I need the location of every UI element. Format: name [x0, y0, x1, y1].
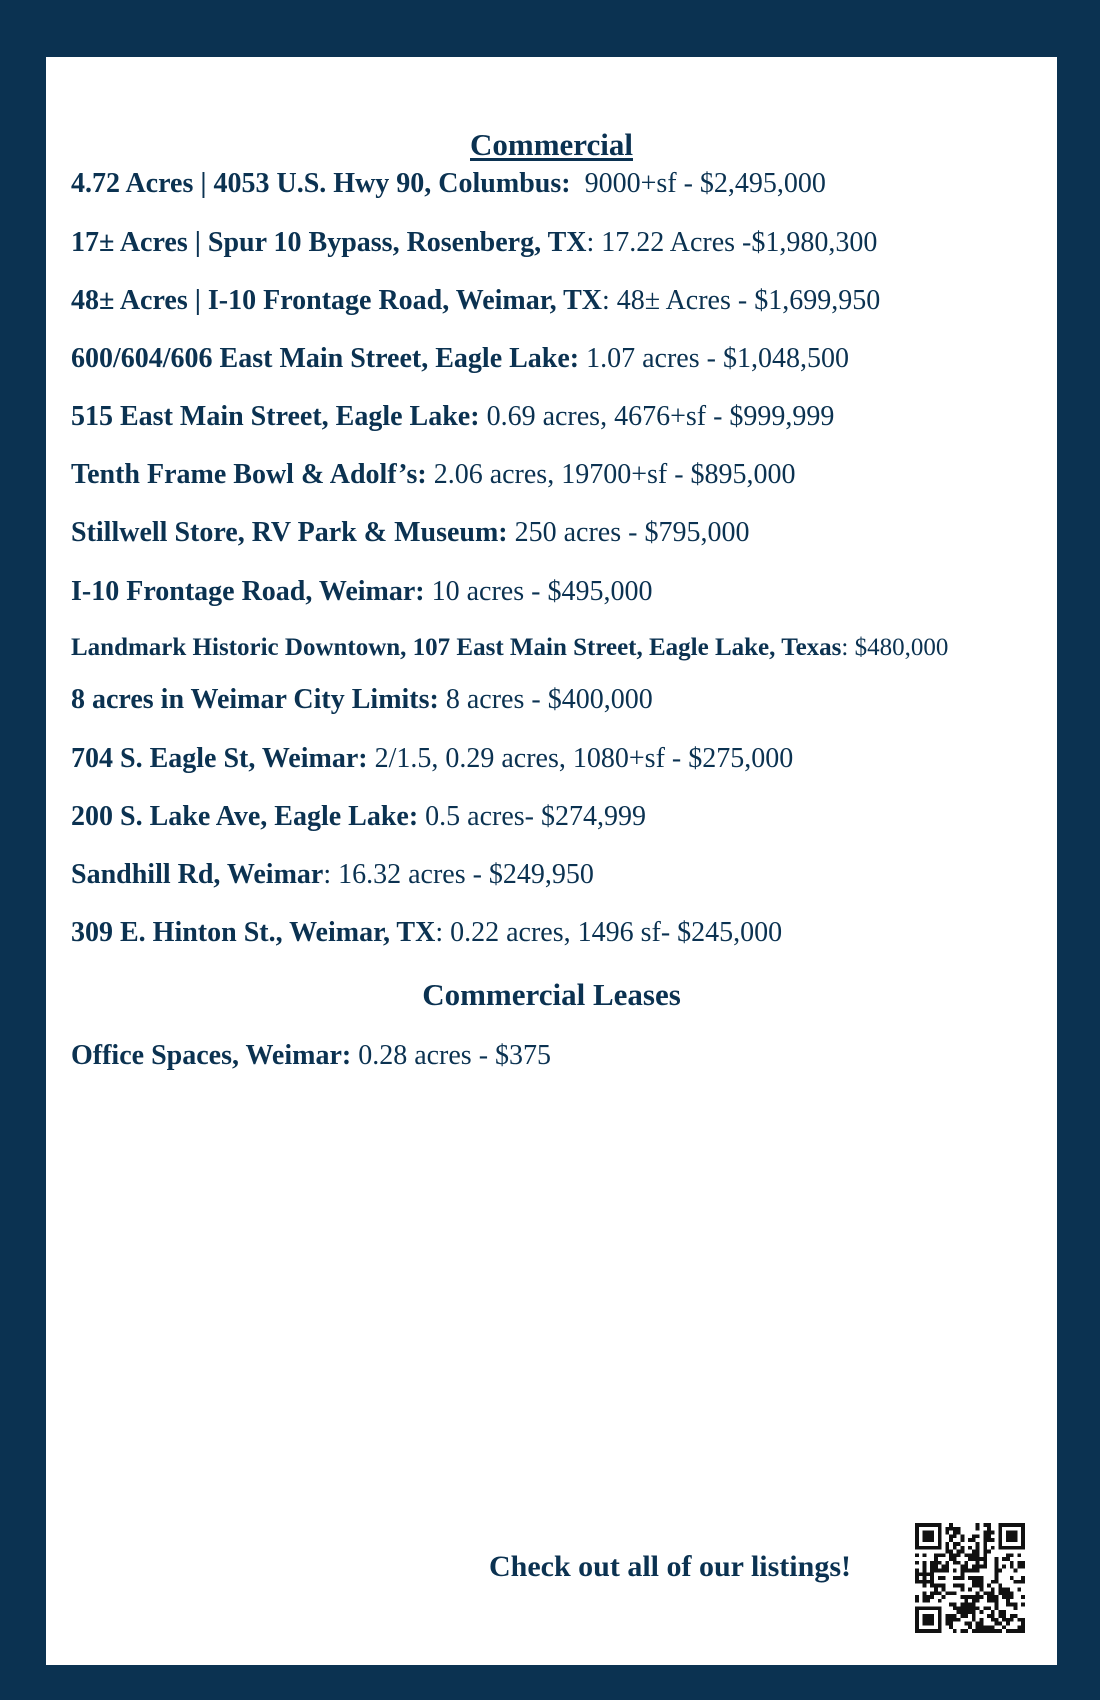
listing-detail: 1.07 acres - $1,048,500: [579, 343, 849, 374]
listing-name: 704 S. Eagle St, Weimar:: [71, 743, 368, 774]
listing-name: I-10 Frontage Road, Weimar:: [71, 576, 425, 607]
listing-name: 309 E. Hinton St., Weimar, TX: [71, 917, 436, 948]
listing-name: 17± Acres | Spur 10 Bypass, Rosenberg, TX: [71, 227, 587, 258]
commercial-leases-heading: Commercial Leases: [422, 977, 681, 1012]
listing-item[interactable]: [71, 576, 652, 608]
listings-cta[interactable]: Check out all of our listings!: [489, 1550, 851, 1583]
listing-item[interactable]: [71, 401, 834, 433]
listing-name: 48± Acres | I-10 Frontage Road, Weimar, TX: [71, 285, 602, 316]
listing-name: 515 East Main Street, Eagle Lake:: [71, 401, 480, 432]
listing-item[interactable]: [71, 517, 749, 549]
listing-detail: 0.69 acres, 4676+sf - $999,999: [479, 401, 835, 432]
listing-item[interactable]: [71, 168, 826, 200]
listing-item[interactable]: [71, 684, 653, 716]
listing-item[interactable]: [71, 285, 880, 317]
listing-name: 200 S. Lake Ave, Eagle Lake:: [71, 801, 419, 832]
listing-name: Tenth Frame Bowl & Adolf’s:: [71, 459, 427, 490]
listing-detail: 2/1.5, 0.29 acres, 1080+sf - $275,000: [367, 743, 794, 774]
listing-name: 8 acres in Weimar City Limits:: [71, 684, 439, 715]
listing-name: Landmark Historic Downtown, 107 East Main Street, Eagle Lake, Texas: [71, 634, 842, 661]
listing-detail: : 48± Acres - $1,699,950: [601, 285, 881, 316]
listing-detail: 10 acres - $495,000: [424, 576, 653, 607]
listing-item[interactable]: [71, 227, 877, 259]
listing-sheet: [46, 57, 1057, 1665]
lease-name: Office Spaces, Weimar:: [71, 1040, 352, 1071]
listing-item[interactable]: [71, 801, 646, 833]
listing-detail: 2.06 acres, 19700+sf - $895,000: [426, 459, 796, 490]
commercial-heading: Commercial: [470, 127, 633, 162]
listing-item[interactable]: [71, 917, 782, 949]
listing-detail: 0.5 acres- $274,999: [418, 801, 646, 832]
listing-detail: 8 acres - $400,000: [438, 684, 653, 715]
listing-name: 4.72 Acres | 4053 U.S. Hwy 90, Columbus:: [71, 168, 571, 199]
listing-detail: : $480,000: [841, 634, 949, 661]
listing-item[interactable]: [71, 632, 948, 664]
listing-name: Sandhill Rd, Weimar: [71, 859, 324, 890]
listing-item[interactable]: [71, 743, 793, 775]
listing-item[interactable]: [71, 459, 796, 491]
listing-item[interactable]: [71, 859, 594, 891]
qr-code-icon[interactable]: [915, 1523, 1025, 1633]
lease-detail: 0.28 acres - $375: [351, 1040, 552, 1071]
listing-detail: : 0.22 acres, 1496 sf- $245,000: [435, 917, 783, 948]
lease-item[interactable]: [71, 1040, 551, 1072]
listing-detail: 250 acres - $795,000: [507, 517, 750, 548]
listing-item[interactable]: [71, 343, 849, 375]
listing-detail: : 17.22 Acres -$1,980,300: [586, 227, 878, 258]
listing-detail: 9000+sf - $2,495,000: [570, 168, 826, 199]
listing-name: Stillwell Store, RV Park & Museum:: [71, 517, 508, 548]
listing-name: 600/604/606 East Main Street, Eagle Lake:: [71, 343, 580, 374]
listing-detail: : 16.32 acres - $249,950: [323, 859, 594, 890]
